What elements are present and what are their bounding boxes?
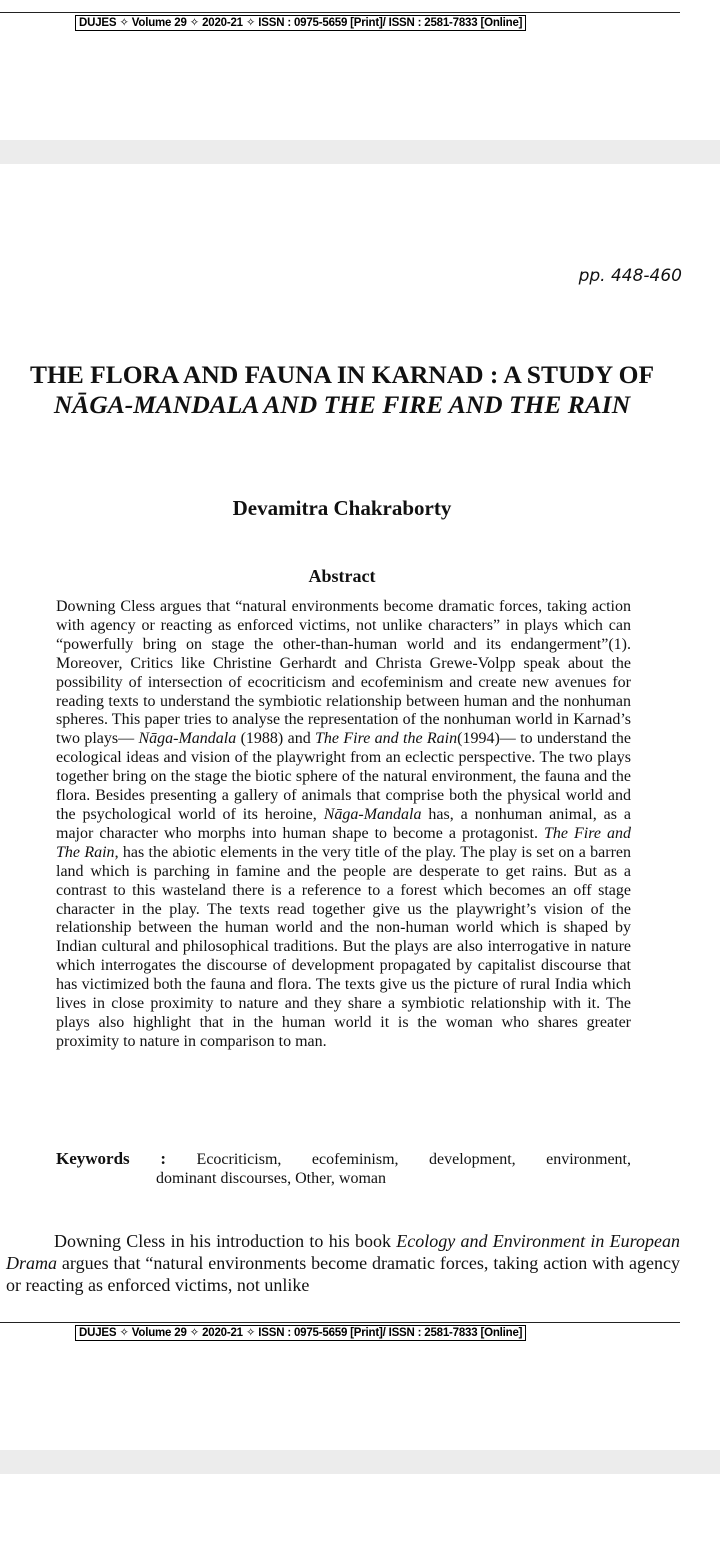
title-main: THE FLORA AND FAUNA IN KARNAD : A STUDY OF <box>29 360 655 389</box>
abstract-seg: (1988) and <box>236 730 316 748</box>
keywords-list-1: Ecocriticism, ecofeminism, development, environment, <box>166 1151 631 1168</box>
body-seg: Downing Cless in his introduction to his book <box>54 1231 397 1251</box>
keywords-label: Keywords : <box>56 1149 167 1168</box>
play-title: The Fire and the Rain <box>315 730 458 748</box>
page-gap-bottom <box>0 1450 720 1474</box>
abstract-text <box>56 598 631 1052</box>
page-gap <box>0 140 720 164</box>
journal-header: DUJES ✧ Volume 29 ✧ 2020-21 ✧ ISSN : 0975-5659 [Print]/ ISSN : 2581-7833 [Online] <box>75 15 526 31</box>
author-name: Devamitra Chakraborty <box>232 496 452 520</box>
abstract-seg: has, a nonhuman animal, as a major character who morphs into human shape to become a protagonist. <box>56 805 631 842</box>
play-title: Nāga-Mandala <box>138 730 237 748</box>
abstract-seg: , has the abiotic elements in the very title of the play. The play is set on a barren land which is parching in famine and the people are desperate to get rains. But as a contrast to this wasteland there is a reference to a forest which becomes an off stage character in the play. The texts read together give us the playwright’s vision of the relationship between the human world and the non-human world which is shaped by Indian cultural and philosophical traditions. But the plays are also interrogative in nature which interrogates the discourse of development propagated by capitalist discourse that has victimized both the fauna and flora. The texts give us the picture of rural India which lives in close proximity to nature and they share a symbiotic relationship with it. The plays also highlight that in the human world it is the woman who shares greater proximity to nature in comparison to man. <box>56 843 632 1050</box>
abstract-heading: Abstract <box>308 566 376 586</box>
title-italic: NĀGA-MANDALA AND THE FIRE AND THE RAIN <box>53 390 631 419</box>
header-rule <box>0 12 680 13</box>
play-title: Nāga-Mandala <box>323 805 422 823</box>
journal-footer: DUJES ✧ Volume 29 ✧ 2020-21 ✧ ISSN : 0975-5659 [Print]/ ISSN : 2581-7833 [Online] <box>75 1325 526 1341</box>
body-paragraph <box>6 1230 680 1296</box>
abstract-seg: (1994)— to understand the ecological ideas and vision of the playwright from an eclectic perspective. The two plays together bring on the stage the biotic sphere of the natural environment, the fauna and the flora. Besides presenting a gallery of animals that comprise both the physical world and the psychological world of its heroine, <box>56 730 632 823</box>
footer-rule <box>0 1322 680 1323</box>
body-seg: argues that “natural environments become dramatic forces, taking action with agency or reacting as enforced victims, not unlike <box>6 1253 680 1295</box>
page-range: pp. 448-460 <box>578 266 682 286</box>
keywords-line-1 <box>56 1149 631 1169</box>
article-title <box>0 360 684 420</box>
abstract-seg: Downing Cless argues that “natural environments become dramatic forces, taking action with agency or reacting as enforced victims, not unlike characters” in plays which can “powerfully bring on stage the other-than-human world and its endangerment”(1). Moreover, Critics like Christine Gerhardt and Christa Grewe-Volpp speak about the possibility of intersection of ecocriticism and ecofeminism and create new avenues for reading texts to understand the symbiotic relationship between human and the nonhuman spheres. This paper tries to analyse the representation of the nonhuman world in Karnad’s two plays— <box>56 598 631 748</box>
keywords-list-2: dominant discourses, Other, woman <box>156 1170 386 1187</box>
keywords <box>56 1149 631 1188</box>
play-title: The Fire and The Rain <box>56 824 631 861</box>
book-title: Ecology and Environment in European Drama <box>6 1231 680 1273</box>
